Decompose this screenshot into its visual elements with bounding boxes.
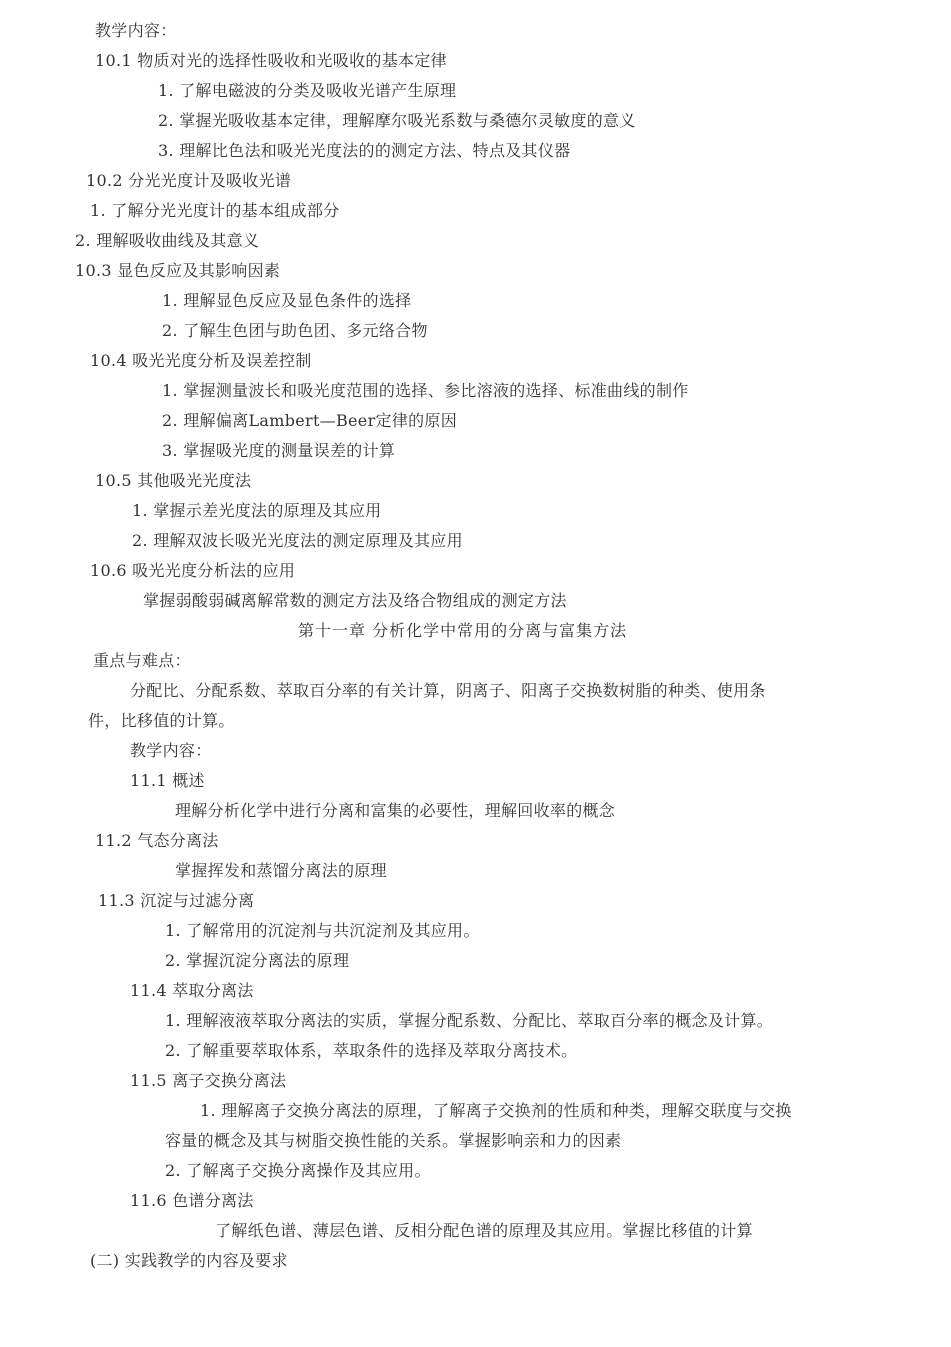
section-10-4-heading: 10.4 吸光光度分析及误差控制	[90, 351, 312, 370]
chapter-11-title: 第十一章 分析化学中常用的分离与富集方法	[298, 621, 628, 640]
section-11-4-heading: 11.4 萃取分离法	[130, 981, 254, 1000]
list-item: 2. 掌握沉淀分离法的原理	[165, 951, 350, 970]
key-points-heading: 重点与难点：	[93, 651, 191, 670]
paragraph: 了解纸色谱、薄层色谱、反相分配色谱的原理及其应用。掌握比移值的计算	[215, 1221, 753, 1240]
list-item: 2. 理解偏离Lambert—Beer定律的原因	[162, 411, 458, 430]
list-item: 1. 了解分光光度计的基本组成部分	[90, 201, 340, 220]
teaching-content-heading: 教学内容：	[95, 21, 177, 40]
list-item: 3. 掌握吸光度的测量误差的计算	[162, 441, 396, 460]
section-11-5-heading: 11.5 离子交换分离法	[130, 1071, 287, 1090]
section-11-1-heading: 11.1 概述	[130, 771, 205, 790]
list-item: 1. 掌握示差光度法的原理及其应用	[132, 501, 382, 520]
list-item: 2. 了解离子交换分离操作及其应用。	[165, 1161, 431, 1180]
list-item: 2. 理解吸收曲线及其意义	[75, 231, 260, 250]
paragraph: 掌握弱酸弱碱离解常数的测定方法及络合物组成的测定方法	[143, 591, 567, 610]
list-item: 2. 了解生色团与助色团、多元络合物	[162, 321, 428, 340]
list-item: 1. 理解离子交换分离法的原理，了解离子交换剂的性质和种类，理解交联度与交换	[200, 1101, 792, 1120]
list-item: 1. 了解电磁波的分类及吸收光谱产生原理	[158, 81, 457, 100]
section-10-5-heading: 10.5 其他吸光光度法	[95, 471, 252, 490]
section-10-6-heading: 10.6 吸光光度分析法的应用	[90, 561, 296, 580]
section-11-3-heading: 11.3 沉淀与过滤分离	[98, 891, 255, 910]
section-10-2-heading: 10.2 分光光度计及吸收光谱	[86, 171, 292, 190]
section-10-3-heading: 10.3 显色反应及其影响因素	[75, 261, 281, 280]
list-item: 2. 了解重要萃取体系，萃取条件的选择及萃取分离技术。	[165, 1041, 578, 1060]
section-11-2-heading: 11.2 气态分离法	[95, 831, 219, 850]
practice-teaching-heading: (二) 实践教学的内容及要求	[90, 1251, 288, 1270]
list-item: 2. 理解双波长吸光光度法的测定原理及其应用	[132, 531, 463, 550]
paragraph: 理解分析化学中进行分离和富集的必要性，理解回收率的概念	[175, 801, 616, 820]
list-item: 1. 理解显色反应及显色条件的选择	[162, 291, 412, 310]
paragraph: 件，比移值的计算。	[88, 711, 235, 730]
list-item: 1. 了解常用的沉淀剂与共沉淀剂及其应用。	[165, 921, 480, 940]
paragraph: 分配比、分配系数、萃取百分率的有关计算，阴离子、阳离子交换数树脂的种类、使用条	[130, 681, 766, 700]
paragraph: 掌握挥发和蒸馏分离法的原理	[175, 861, 387, 880]
list-item-continuation: 容量的概念及其与树脂交换性能的关系。掌握影响亲和力的因素	[165, 1131, 622, 1150]
list-item: 1. 掌握测量波长和吸光度范围的选择、参比溶液的选择、标准曲线的制作	[162, 381, 689, 400]
list-item: 3. 理解比色法和吸光光度法的的测定方法、特点及其仪器	[158, 141, 571, 160]
teaching-content-heading: 教学内容：	[130, 741, 212, 760]
list-item: 1. 理解液液萃取分离法的实质，掌握分配系数、分配比、萃取百分率的概念及计算。	[165, 1011, 774, 1030]
section-11-6-heading: 11.6 色谱分离法	[130, 1191, 254, 1210]
list-item: 2. 掌握光吸收基本定律，理解摩尔吸光系数与桑德尔灵敏度的意义	[158, 111, 636, 130]
section-10-1-heading: 10.1 物质对光的选择性吸收和光吸收的基本定律	[95, 51, 447, 70]
